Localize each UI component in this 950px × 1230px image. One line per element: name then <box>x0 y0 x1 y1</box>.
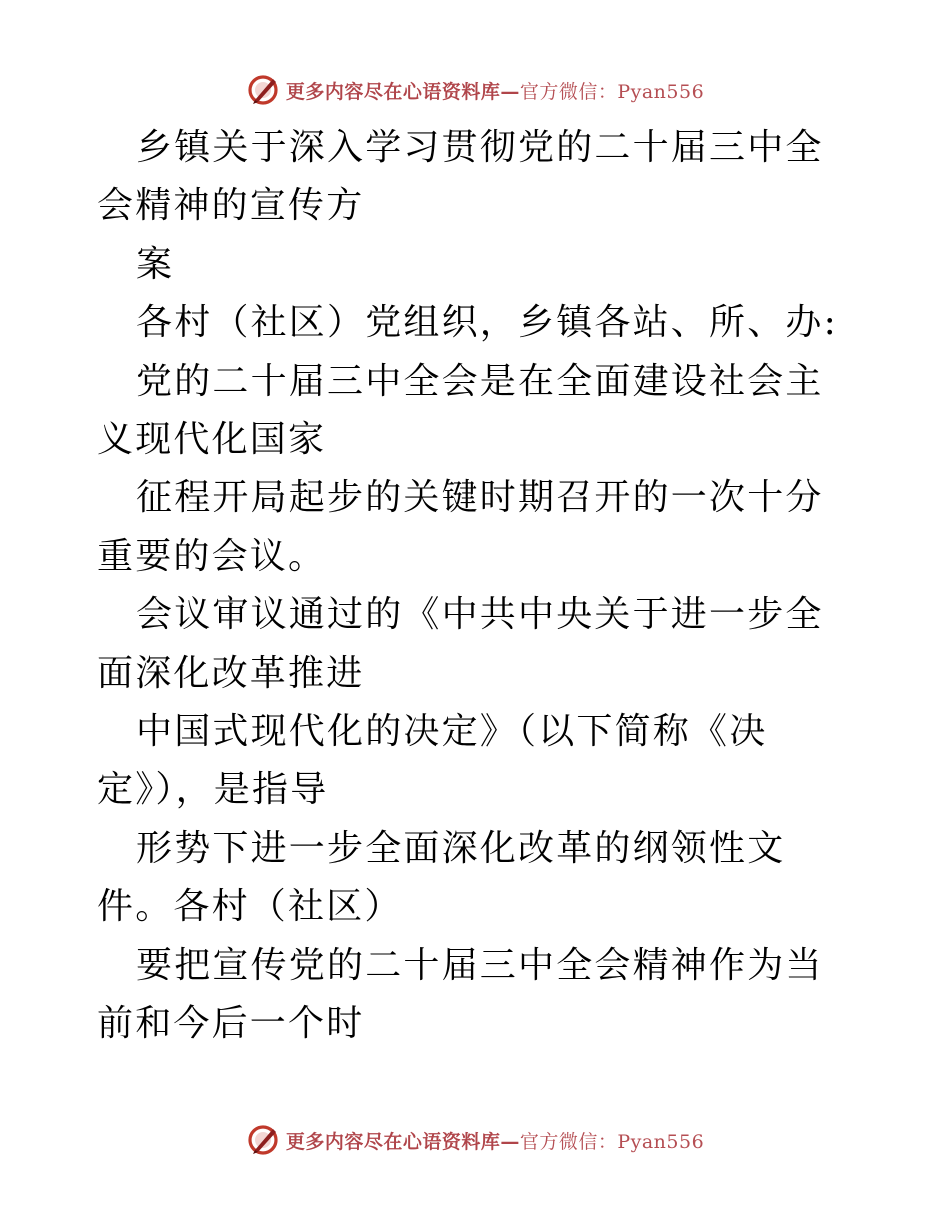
paragraph: 形势下进一步全面深化改革的纲领性文件。各村（社区） <box>97 827 786 928</box>
pen-logo-icon <box>246 1123 280 1157</box>
paragraph: 各村（社区）党组织，乡镇各站、所、办: <box>136 302 838 344</box>
paragraph: 案 <box>136 243 175 285</box>
paragraph: 征程开局起步的关键时期召开的一次十分重要的会议。 <box>97 477 824 577</box>
watermark-wechat: 官方微信：Pyan556 <box>519 1130 705 1153</box>
paragraph: 乡镇关于深入学习贯彻党的二十届三中全会精神的宣传方 <box>97 127 824 227</box>
document-body <box>97 119 857 1054</box>
watermark-label: 更多内容尽在心语资料库— <box>285 80 520 103</box>
paragraph: 党的二十届三中全会是在全面建设社会主义现代化国家 <box>97 360 824 461</box>
paragraph: 会议审议通过的《中共中央关于进一步全面深化改革推进 <box>97 594 824 694</box>
watermark-wechat: 官方微信：Pyan556 <box>519 80 705 103</box>
watermark-text <box>286 1127 704 1154</box>
pen-logo-icon <box>246 73 280 107</box>
watermark-label: 更多内容尽在心语资料库— <box>285 1130 520 1153</box>
paragraph: 中国式现代化的决定》（以下简称《决定》），是指导 <box>97 711 768 811</box>
watermark-footer <box>0 1120 950 1160</box>
watermark-text <box>286 77 704 104</box>
paragraph: 要把宣传党的二十届三中全会精神作为当前和今后一个时 <box>97 944 824 1045</box>
watermark-header <box>0 70 950 110</box>
